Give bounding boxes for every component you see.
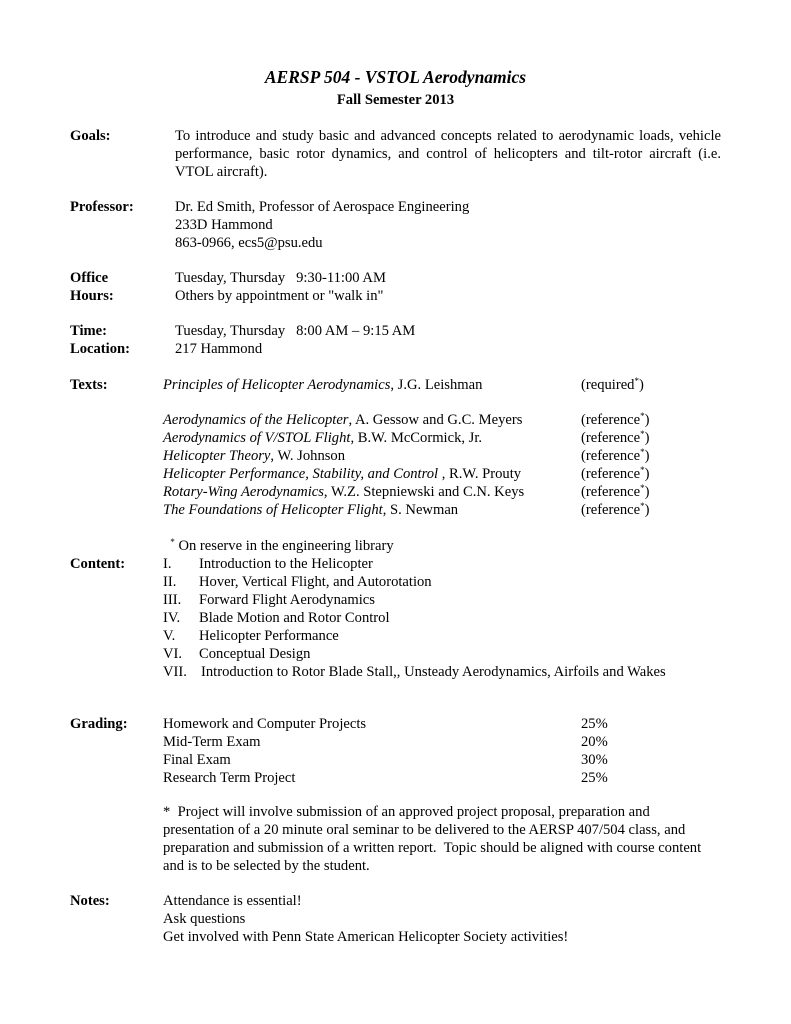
book-author: , B.W. McCormick, Jr.: [350, 430, 483, 446]
footnote-mark: *: [634, 376, 639, 386]
reference-text: [163, 411, 522, 429]
class-time: Tuesday, Thursday 8:00 AM – 9:15 AM: [175, 323, 416, 339]
item-text: Conceptual Design: [199, 646, 311, 662]
item-number: VI.: [163, 646, 183, 662]
content-item: [163, 627, 339, 645]
item-text: Introduction to Rotor Blade Stall,, Unsteady Aerodynamics, Airfoils and Wakes: [201, 664, 666, 680]
professor-office: 233D Hammond: [175, 217, 273, 233]
status-close: ): [644, 412, 650, 428]
status-text: (reference: [581, 430, 641, 446]
content-item: [163, 555, 373, 573]
item-text: Forward Flight Aerodynamics: [199, 592, 375, 608]
semester-subtitle: Fall Semester 2013: [336, 92, 455, 108]
class-location: 217 Hammond: [175, 341, 263, 357]
notes-label: Notes:: [70, 893, 110, 909]
course-title: AERSP 504 - VSTOL Aerodynamics: [264, 67, 527, 87]
reference-status: [581, 483, 650, 501]
footnote-mark: *: [170, 537, 175, 547]
office-hours-label-1: Office: [70, 270, 109, 286]
book-author: , R.W. Prouty: [438, 466, 522, 482]
footnote-mark: *: [640, 483, 645, 493]
content-item: [163, 591, 375, 609]
content-item: [163, 609, 390, 627]
book-title: Aerodynamics of the Helicopter: [163, 412, 349, 428]
content-item: [163, 573, 432, 591]
book-author: , W.Z. Stepniewski and C.N. Keys: [323, 484, 525, 500]
item-text: Blade Motion and Rotor Control: [199, 610, 390, 626]
book-title: Aerodynamics of V/STOL Flight: [163, 430, 351, 446]
grading-item-name: Mid-Term Exam: [163, 734, 261, 750]
texts-label: Texts:: [70, 377, 108, 393]
notes-line: Ask questions: [163, 911, 246, 927]
item-number: I.: [163, 556, 172, 572]
footnote-text: On reserve in the engineering library: [174, 538, 394, 554]
reference-status: [581, 429, 650, 447]
library-footnote: [163, 519, 394, 555]
goals-text: To introduce and study basic and advanced concepts related to aerodynamic loads, vehicle performance, basic rotor dynamics, and control of helicopters and tilt-rotor aircraft (i.e. VTOL aircraft).: [175, 128, 721, 180]
reference-status: [581, 411, 650, 429]
status-text: (reference: [581, 448, 641, 464]
time-label: Time:: [70, 323, 108, 339]
content-item: [163, 645, 310, 663]
footnote-mark: *: [640, 411, 645, 421]
grading-item-name: Homework and Computer Projects: [163, 716, 367, 732]
grading-label: Grading:: [70, 716, 128, 732]
footnote-mark: *: [640, 501, 645, 511]
grading-item-weight: 25%: [581, 716, 608, 732]
grading-item-weight: 20%: [581, 734, 608, 750]
reference-status: [581, 501, 650, 519]
location-label: Location:: [70, 341, 130, 357]
book-title: Principles of Helicopter Aerodynamics: [163, 377, 391, 393]
grading-item-weight: 25%: [581, 770, 608, 786]
office-hours-line-2: Others by appointment or "walk in": [175, 288, 384, 304]
reference-text: [163, 447, 345, 465]
status-close: ): [644, 466, 650, 482]
office-hours-line-1: Tuesday, Thursday 9:30-11:00 AM: [175, 270, 386, 286]
footnote-mark: *: [640, 447, 645, 457]
status-text: (reference: [581, 466, 641, 482]
professor-label: Professor:: [70, 199, 134, 215]
item-text: Introduction to the Helicopter: [199, 556, 373, 572]
office-hours-label-2: Hours:: [70, 288, 114, 304]
item-number: III.: [163, 592, 182, 608]
item-number: II.: [163, 574, 177, 590]
notes-line: Attendance is essential!: [163, 893, 302, 909]
status-text: (reference: [581, 484, 641, 500]
status-close: ): [644, 448, 650, 464]
book-author: , W. Johnson: [270, 448, 346, 464]
status-close: ): [644, 484, 650, 500]
reference-text: [163, 501, 458, 519]
status-text: (reference: [581, 412, 641, 428]
book-title: The Foundations of Helicopter Flight: [163, 502, 383, 518]
book-title: Helicopter Theory: [163, 448, 271, 464]
footnote-mark: *: [640, 429, 645, 439]
status-close: ): [644, 502, 650, 518]
grading-item-weight: 30%: [581, 752, 608, 768]
book-author: , A. Gessow and G.C. Meyers: [348, 412, 523, 428]
grading-item-name: Research Term Project: [163, 770, 296, 786]
reference-text: [163, 483, 524, 501]
footnote-mark: *: [640, 465, 645, 475]
item-number: V.: [163, 628, 176, 644]
item-number: IV.: [163, 610, 181, 626]
reference-status: [581, 465, 650, 483]
professor-contact: 863-0966, ecs5@psu.edu: [175, 235, 323, 251]
status-close: ): [638, 377, 644, 393]
content-label: Content:: [70, 556, 126, 572]
status-text: (reference: [581, 502, 641, 518]
required-text: [163, 376, 482, 394]
notes-line: Get involved with Penn State American Helicopter Society activities!: [163, 929, 569, 945]
required-status: [581, 376, 644, 394]
status-close: ): [644, 430, 650, 446]
book-author: , S. Newman: [382, 502, 459, 518]
project-note: * Project will involve submission of an approved project proposal, preparation and presentation of a 20 minute oral seminar to be delivered to the AERSP 407/504 class, and preparation and submission of a written report. Topic should be aligned with course content and is to be selected by the student.: [163, 804, 705, 874]
status-text: (required: [581, 377, 635, 393]
grading-item-name: Final Exam: [163, 752, 231, 768]
reference-text: [163, 429, 482, 447]
item-number: VII.: [163, 664, 187, 680]
professor-name: Dr. Ed Smith, Professor of Aerospace Engineering: [175, 199, 470, 215]
reference-status: [581, 447, 650, 465]
item-text: Helicopter Performance: [199, 628, 339, 644]
book-title: Rotary-Wing Aerodynamics: [163, 484, 324, 500]
content-item: [163, 663, 666, 681]
reference-text: [163, 465, 521, 483]
goals-label: Goals:: [70, 128, 111, 144]
book-title: Helicopter Performance, Stability, and Control: [163, 466, 439, 482]
book-author: , J.G. Leishman: [390, 377, 483, 393]
item-text: Hover, Vertical Flight, and Autorotation: [199, 574, 432, 590]
